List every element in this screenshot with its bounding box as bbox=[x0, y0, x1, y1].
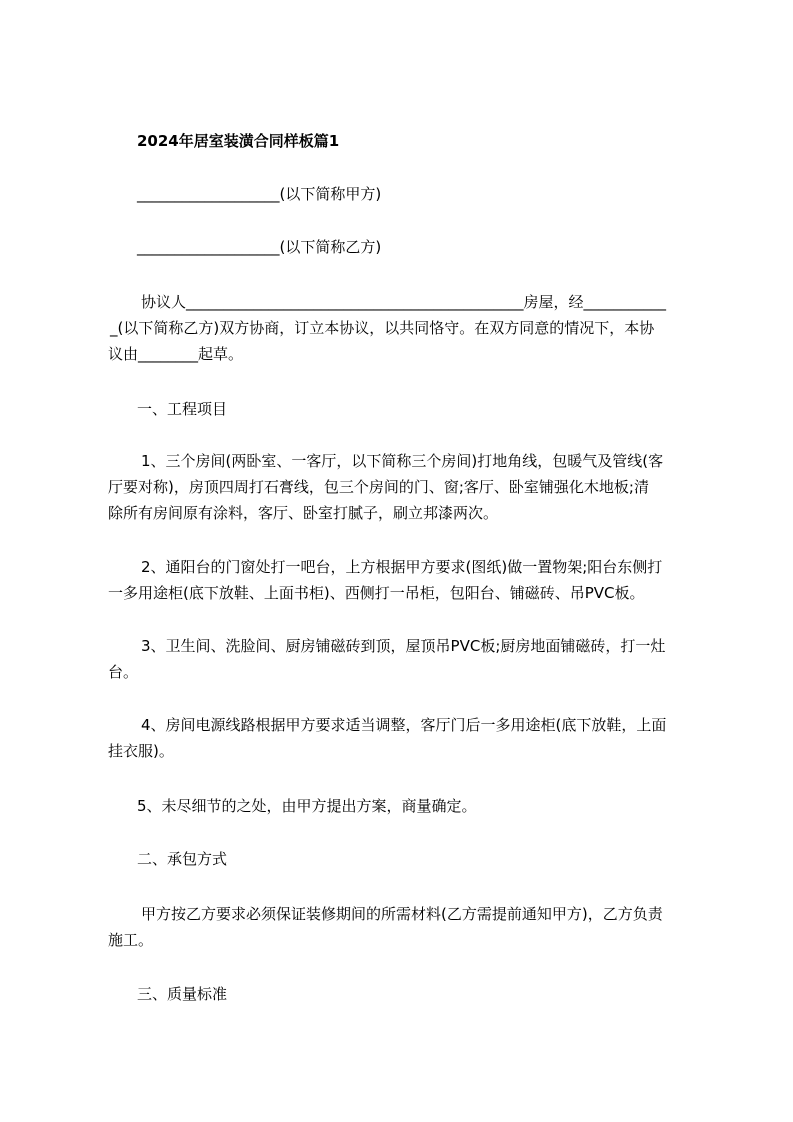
item-3-line-1: 3、卫生间、洗脸间、厨房铺磁砖到顶，屋顶吊PVC板;厨房地面铺磁砖，打一灶 bbox=[141, 637, 666, 655]
item-4-line-2: 挂衣服)。 bbox=[108, 742, 174, 760]
section-2-line-2: 施工。 bbox=[108, 931, 154, 949]
section-1-heading: 一、工程项目 bbox=[137, 400, 228, 418]
item-1-line-2: 厅要对称)，房顶四周打石膏线，包三个房间的门、窗;客厅、卧室铺强化木地板;清 bbox=[108, 478, 649, 496]
item-1-line-3: 除所有房间原有涂料，客厅、卧室打腻子，刷立邦漆两次。 bbox=[108, 504, 499, 522]
item-4-line-1: 4、房间电源线路根据甲方要求适当调整，客厅门后一多用途柜(底下放鞋，上面 bbox=[141, 716, 667, 734]
section-2-heading: 二、承包方式 bbox=[137, 850, 228, 868]
intro-line-3: 议由________起草。 bbox=[108, 345, 244, 363]
party-a-line: ___________________(以下简称甲方) bbox=[137, 185, 382, 203]
item-5-line-1: 5、未尽细节的之处，由甲方提出方案，商量确定。 bbox=[137, 797, 477, 815]
item-2-line-2: 一多用途柜(底下放鞋、上面书柜)、西侧打一吊柜，包阳台、铺磁砖、吊PVC板。 bbox=[108, 584, 645, 602]
intro-line-1: 协议人_____________________________________________房屋，经___________ bbox=[141, 293, 667, 311]
item-1-line-1: 1、三个房间(两卧室、一客厅，以下简称三个房间)打地角线，包暖气及管线(客 bbox=[141, 452, 664, 470]
section-2-line-1: 甲方按乙方要求必须保证装修期间的所需材料(乙方需提前通知甲方)，乙方负责 bbox=[141, 905, 663, 923]
intro-line-2: _(以下简称乙方)双方协商，订立本协议，以共同恪守。在双方同意的情况下，本协 bbox=[110, 319, 655, 337]
document-title: 2024年居室装潢合同样板篇1 bbox=[137, 132, 340, 150]
item-3-line-2: 台。 bbox=[108, 663, 139, 681]
party-b-line: ___________________(以下简称乙方) bbox=[137, 238, 382, 256]
section-3-heading: 三、质量标准 bbox=[137, 985, 228, 1003]
item-2-line-1: 2、通阳台的门窗处打一吧台，上方根据甲方要求(图纸)做一置物架;阳台东侧打 bbox=[141, 558, 663, 576]
